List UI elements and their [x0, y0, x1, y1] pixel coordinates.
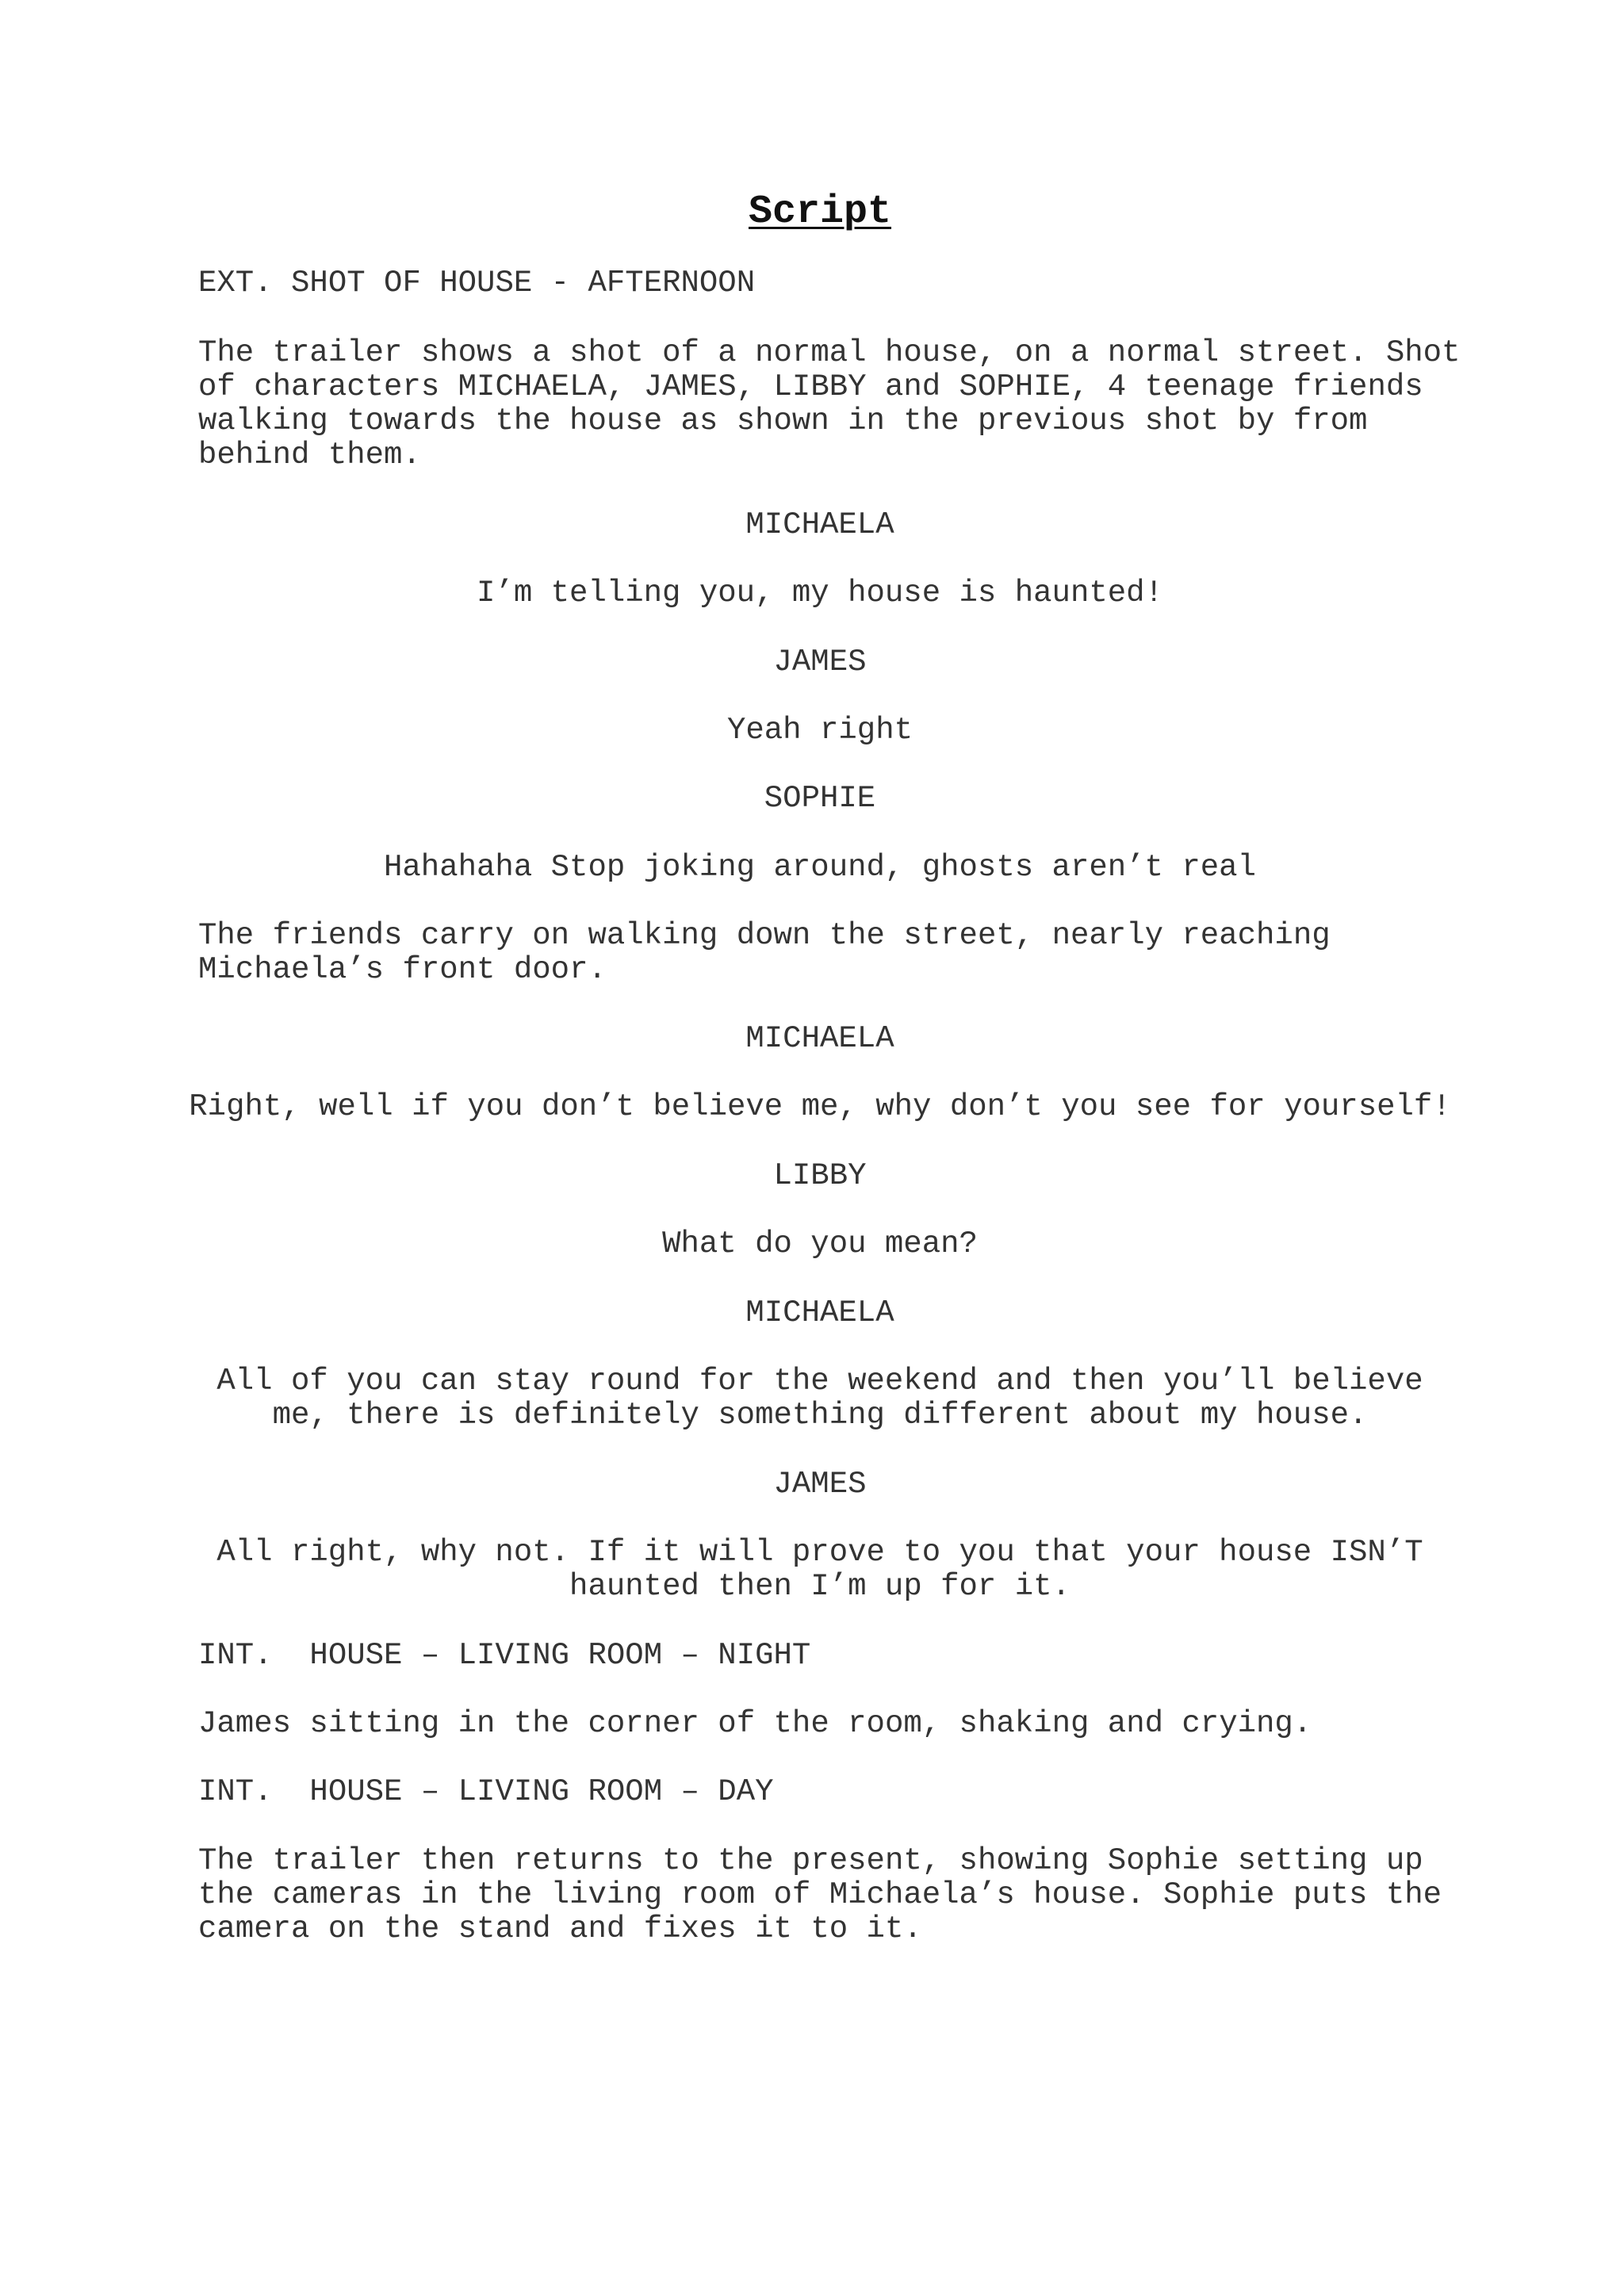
dialogue-line: Right, well if you don’t believe me, why don’t you see for yourself! — [189, 1089, 1451, 1124]
action-line: Michaela’s front door. — [198, 952, 607, 987]
action-line: of characters MICHAELA, JAMES, LIBBY and SOPHIE, 4 teenage friends — [198, 369, 1423, 404]
action-line: The trailer shows a shot of a normal house, on a normal street. Shot — [198, 335, 1461, 370]
scene-heading: INT. HOUSE – LIVING ROOM – NIGHT — [198, 1638, 811, 1673]
action-paragraph — [198, 919, 1515, 987]
dialogue-line: Yeah right — [726, 713, 914, 748]
action-line: the cameras in the living room of Michaela’s house. Sophie puts the — [198, 1877, 1442, 1912]
scene-heading: INT. HOUSE – LIVING ROOM – DAY — [198, 1774, 774, 1809]
dialogue-line: Hahahaha Stop joking around, ghosts aren’t real — [384, 850, 1256, 885]
action-paragraph — [198, 1844, 1515, 1946]
dialogue-line: All right, why not. If it will prove to you that your house ISN’T — [216, 1535, 1423, 1570]
action-line: James sitting in the corner of the room, shaking and crying. — [198, 1706, 1312, 1741]
action-line: camera on the stand and fixes it to it. — [198, 1911, 922, 1946]
dialogue-line: What do you mean? — [662, 1226, 978, 1261]
scene-heading: EXT. SHOT OF HOUSE - AFTERNOON — [198, 266, 756, 300]
character-name: MICHAELA — [745, 1021, 894, 1056]
page-title: Script — [748, 189, 892, 235]
dialogue-line: All of you can stay round for the weekend and then you’ll believe — [216, 1364, 1423, 1399]
character-name: SOPHIE — [764, 781, 876, 816]
dialogue-line: haunted then I’m up for it. — [569, 1569, 1071, 1604]
character-name: MICHAELA — [745, 1295, 894, 1330]
action-line: The trailer then returns to the present, showing Sophie setting up — [198, 1843, 1423, 1878]
character-name: LIBBY — [773, 1158, 867, 1193]
action-line: walking towards the house as shown in the previous shot by from — [198, 404, 1368, 438]
character-name: JAMES — [773, 1467, 867, 1502]
dialogue-line: me, there is definitely something different about my house. — [272, 1398, 1368, 1433]
action-line: The friends carry on walking down the street, nearly reaching — [198, 918, 1331, 953]
action-paragraph — [198, 336, 1515, 473]
action-line: behind them. — [198, 438, 421, 473]
dialogue-line: I’m telling you, my house is haunted! — [477, 576, 1163, 610]
character-name: MICHAELA — [745, 507, 894, 542]
character-name: JAMES — [773, 645, 867, 679]
